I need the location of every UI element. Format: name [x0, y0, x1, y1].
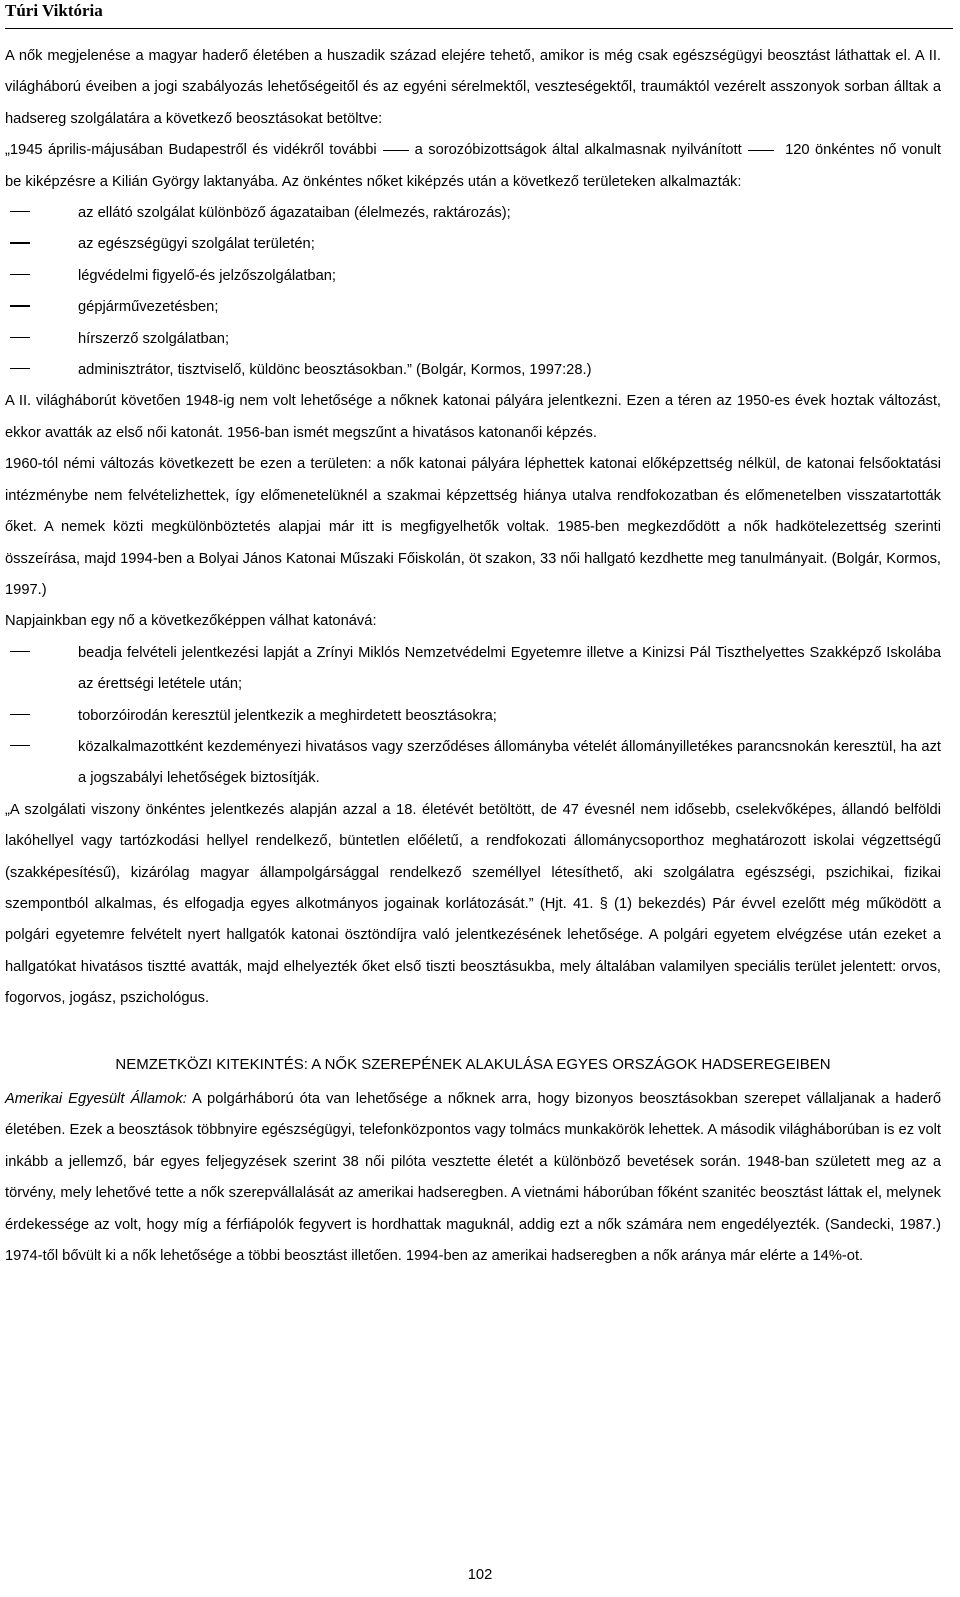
- dash-bullet: [10, 337, 30, 338]
- quote-text-b: a sorozóbizottságok által alkalmasnak nyilvánított: [414, 142, 742, 159]
- dash-bullet: [10, 745, 30, 746]
- em-dash: [748, 150, 774, 151]
- list-item: adminisztrátor, tisztviselő, küldönc beosztásokban.” (Bolgár, Kormos, 1997:28.): [5, 355, 941, 386]
- dash-bullet: [10, 714, 30, 715]
- usa-paragraph: [5, 1084, 941, 1272]
- recruitment-list: [5, 638, 941, 795]
- quote-text-c: 120 önkéntes nő vonult be kiképzésre a Kilián György laktanyába.: [5, 142, 941, 190]
- list-item: hírszerző szolgálatban;: [5, 324, 941, 355]
- list-item: beadja felvételi jelentkezési lapját a Zrínyi Miklós Nemzetvédelmi Egyetemre illetve a Kinizsi Pál Tiszthelyettes Szakképző Iskolába az érettségi letétele után;: [5, 638, 941, 701]
- napjainkban-paragraph: Napjainkban egy nő a következőképpen válhat katonává:: [5, 613, 377, 630]
- service-paragraph: „A szolgálati viszony önkéntes jelentkezés alapján azzal a 18. életévét betöltött, de 47 évesnél nem idősebb, cselekvőképes, állandó belföldi lakóhellyel vagy tartózkodási hellyel rendelkező, büntetlen előéletű, a rendfokozati állománycsoporthoz meghatározott iskolai végzettségű (szakképesítésű), kizárólag magyar állampolgársággal rendelkező személlyel létesíthető, aki szolgálatra egészségi, pszichikai, fizikai szempontból alkalmas, és elfogadja egyes alkotmányos jogainak korlátozását.” (Hjt. 41. § (1) bekezdés) Pár évvel ezelőtt még működött a polgári egyetemre felvételt nyert hallgatók katonai ösztöndíjra való jelentkezésének lehetősége. A polgári egyetem elvégzése után ezeket a hallgatókat hivatásos tisztté avatták, majd elhelyezték őket első tiszti beosztásukba, mely általában valamilyen speciális terület jelentett: orvos, fogorvos, jogász, pszichológus.: [5, 801, 941, 1007]
- em-dash: [383, 150, 409, 151]
- dash-bullet: [10, 368, 30, 369]
- usa-text: A polgárháború óta van lehetősége a nőknek arra, hogy bizonyos beosztásokban szerepet vállaljanak a haderő életében. Ezek a beosztások többnyire egészségügyi, telefonközpontos vagy tolmács munkakörök lehettek. A második világháborúban is ez volt inkább a jellemző, bár egyes feljegyzések szerint 38 női pilóta vesztette életét a különböző bevetések során. 1948-ban született meg az a törvény, mely lehetővé tette a nők szerepvállalását az amerikai hadseregben. A vietnámi háborúban főként szanitéc beosztást láttak el, melynek érdekessége az volt, hogy míg a férfiápolók fegyvert is hordhattak maguknál, addig ezt a nők számára nem engedélyezték. (Sandecki, 1987.) 1974-től bővült ki a nők lehetősége a többi beosztást illetően. 1994-ben az amerikai hadseregben a nők aránya már elérte a 14%-ot.: [5, 1091, 941, 1265]
- quote-text-d: Az önkéntes nőket kiképzés után a következő területeken alkalmazták:: [281, 173, 742, 190]
- dash-bullet: [10, 211, 30, 212]
- section-heading: NEMZETKÖZI KITEKINTÉS: A NŐK SZEREPÉNEK ALAKULÁSA EGYES ORSZÁGOK HADSEREGEIBEN: [115, 1055, 831, 1073]
- author-name: Túri Viktória: [5, 1, 103, 20]
- dash-bullet: [10, 242, 30, 243]
- dash-bullet: [10, 651, 30, 652]
- list-item: az ellátó szolgálat különböző ágazataiban (élelmezés, raktározás);: [5, 198, 941, 229]
- quote-text-a: „1945 április-májusában Budapestről és vidékről további: [5, 142, 377, 159]
- list-item: légvédelmi figyelő-és jelzőszolgálatban;: [5, 261, 941, 292]
- running-header: [5, 0, 953, 29]
- list-item: közalkalmazottként kezdeményezi hivatásos vagy szerződéses állományba vételét állományilletékes parancsnokán keresztül, ha azt a jogszabályi lehetőségek biztosítják.: [5, 732, 941, 795]
- assignment-list: [5, 198, 941, 386]
- 1960-paragraph: 1960-tól némi változás következett be ezen a területen: a nők katonai pályára léphettek katonai előképzettség nélkül, de katonai felsőoktatási intézménybe nem felvételizhettek, így előmenetelüknél a szakmai képzettség hiánya utalva rendfokozatban és előmenetelben visszatartották őket. A nemek közti megkülönböztetés alapjai már itt is megfigyelhetők voltak. 1985-ben megkezdődött a nők hadkötelezettség szerinti összeírása, majd 1994-ben a Bolyai János Katonai Műszaki Főiskolán, öt szakon, 33 női hallgató kezdhette meg tanulmányait. (Bolgár, Kormos, 1997.): [5, 456, 941, 598]
- ww2-paragraph: A II. világháborút követően 1948-ig nem volt lehetősége a nőknek katonai pályára jelentkezni. Ezen a téren az 1950-es évek hoztak változást, ekkor avatták az első női katonát. 1956-ban ismét megszűnt a hivatásos katonanői képzés.: [5, 393, 941, 441]
- list-item: az egészségügyi szolgálat területén;: [5, 229, 941, 260]
- page-number: 102: [467, 1567, 493, 1583]
- list-item: toborzóirodán keresztül jelentkezik a meghirdetett beosztásokra;: [5, 701, 941, 732]
- dash-bullet: [10, 274, 30, 275]
- intro-paragraph: A nők megjelenése a magyar haderő életében a huszadik század elejére tehető, amikor is még csak egészségügyi beosztást láthattak el. A II. világháború éveiben a jogi szabályozás lehetőségeitől és az egyéni sérelmektől, veszteségektől, traumáktól vezérelt asszonyok sorban álltak a hadsereg szolgálatára a következő beosztásokat betöltve:: [5, 48, 941, 127]
- list-item: gépjárművezetésben;: [5, 292, 941, 323]
- usa-label: Amerikai Egyesült Államok:: [5, 1091, 187, 1107]
- quote-paragraph: [5, 135, 941, 198]
- document-body: [5, 41, 941, 1272]
- dash-bullet: [10, 305, 30, 306]
